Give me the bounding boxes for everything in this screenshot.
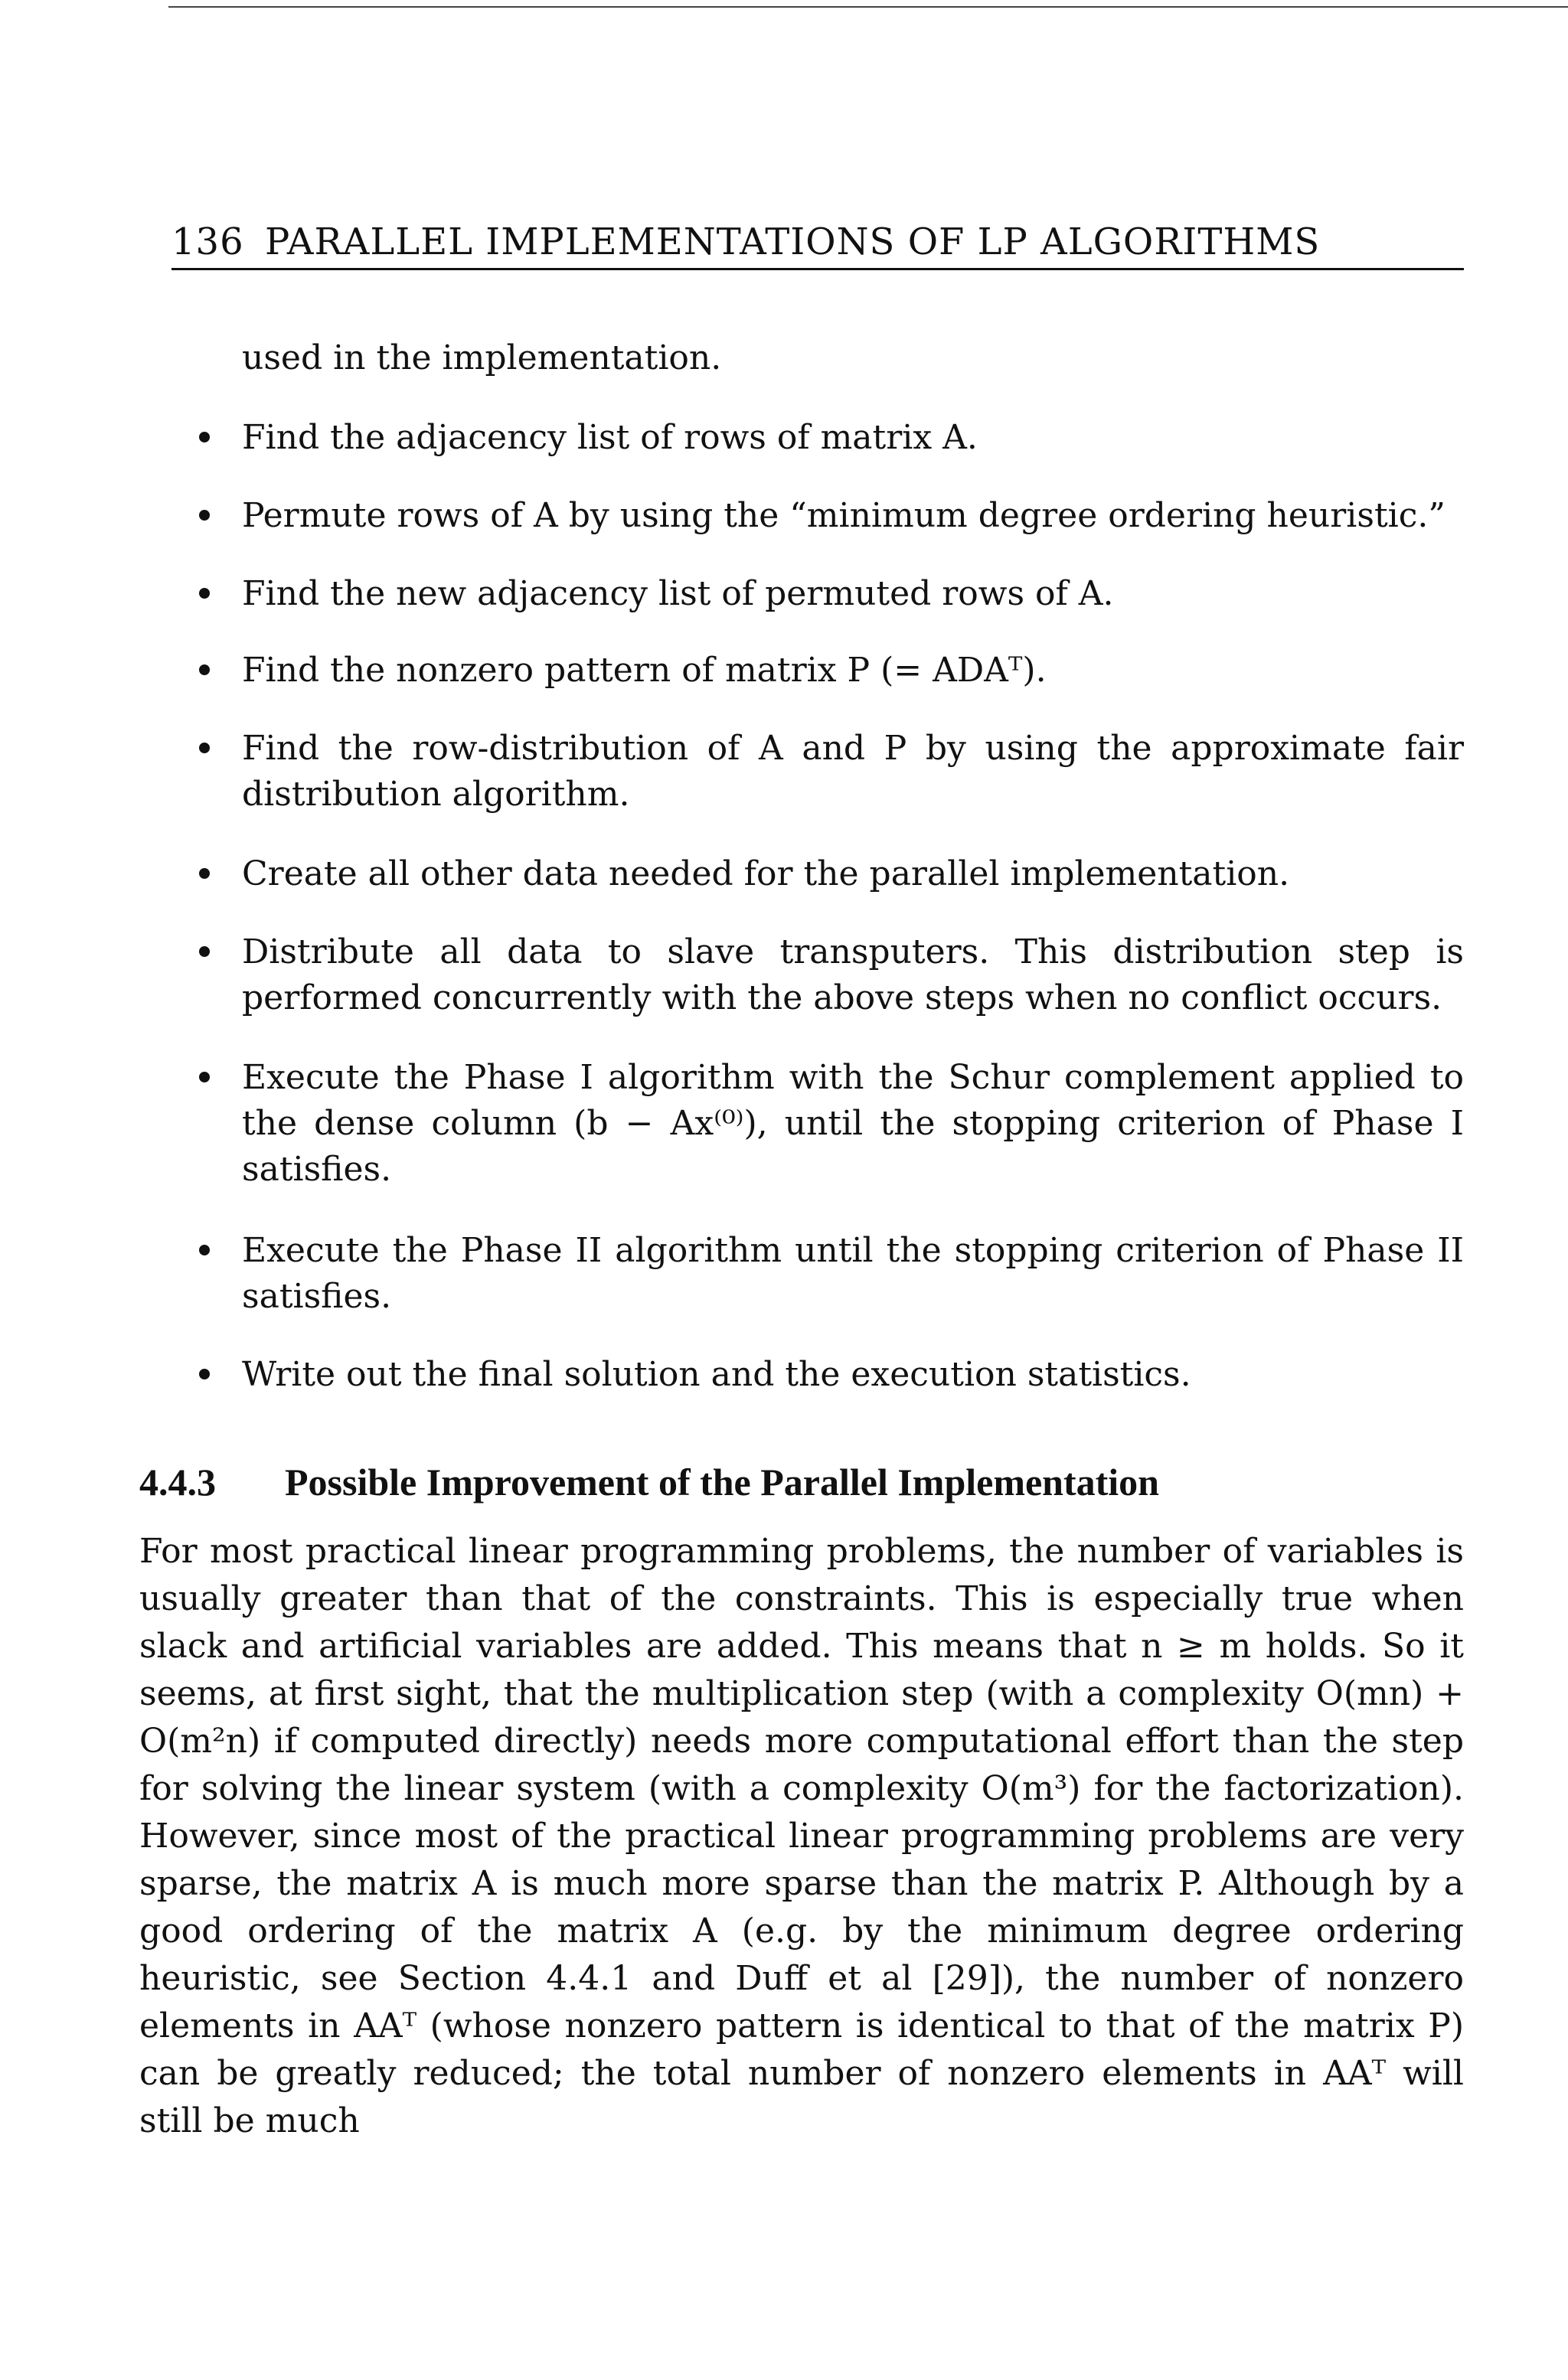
bullet-item bbox=[199, 1055, 1464, 1193]
bullet-text: Find the adjacency list of rows of matrix A. bbox=[242, 418, 978, 457]
bullet-dot-icon bbox=[199, 588, 210, 599]
section-heading bbox=[139, 1459, 1464, 1505]
bullet-text: Find the new adjacency list of permuted rows of A. bbox=[242, 574, 1114, 613]
bullet-text: Execute the Phase I algorithm with the Schur complement applied to the dense column (b − Ax⁽⁰⁾), until the stopping criterion of Phase I satisfies. bbox=[242, 1058, 1464, 1189]
bullet-text: Create all other data needed for the parallel implementation. bbox=[242, 854, 1290, 893]
bullet-item bbox=[199, 415, 1464, 461]
bullet-item bbox=[199, 493, 1464, 539]
bullet-dot-icon bbox=[199, 432, 210, 442]
bullet-item bbox=[199, 1228, 1464, 1320]
bullet-item bbox=[199, 851, 1464, 897]
bullet-item bbox=[199, 1352, 1464, 1398]
top-scan-rule bbox=[168, 6, 1568, 8]
page-number: 136 bbox=[172, 220, 244, 263]
bullet-text: Write out the final solution and the execution statistics. bbox=[242, 1355, 1191, 1394]
bullet-dot-icon bbox=[199, 664, 210, 675]
bullet-text: Find the row-distribution of A and P by using the approximate fair distribution algorithm. bbox=[242, 729, 1464, 814]
bullet-item bbox=[199, 571, 1464, 617]
lead-text: used in the implementation. bbox=[242, 338, 722, 377]
bullet-item bbox=[199, 929, 1464, 1021]
bullet-text: Find the nonzero pattern of matrix P (= ADAᵀ). bbox=[242, 651, 1047, 690]
bullet-dot-icon bbox=[199, 1369, 210, 1379]
running-title: PARALLEL IMPLEMENTATIONS OF LP ALGORITHMS bbox=[265, 220, 1321, 263]
bullet-text: Permute rows of A by using the “minimum degree ordering heuristic.” bbox=[242, 496, 1446, 535]
bullet-dot-icon bbox=[199, 946, 210, 957]
bullet-dot-icon bbox=[199, 510, 210, 521]
body-paragraph: For most practical linear programming problems, the number of variables is usually greater than that of the constraints. This is especially true when slack and artificial variables are added. This means that n ≥ m holds. So it seems, at first sight, that the multiplication step (with a complexity O(mn) + O(m²n) if computed directly) needs more computational effort than the step for solving the linear system (with a complexity O(m³) for the factorization). However, since most of the practical linear programming problems are very sparse, the matrix A is much more sparse than the matrix P. Although by a good ordering of the matrix A (e.g. by the minimum degree ordering heuristic, see Section 4.4.1 and Duff et al [29]), the number of nonzero elements in AAᵀ (whose nonzero pattern is identical to that of the matrix P) can be greatly reduced; the total number of nonzero elements in AAᵀ will still be much bbox=[139, 1532, 1464, 2140]
bullet-text: Execute the Phase II algorithm until the stopping criterion of Phase II satisfies. bbox=[242, 1231, 1464, 1316]
bullet-item bbox=[199, 648, 1464, 694]
bullet-dot-icon bbox=[199, 743, 210, 753]
bullet-item bbox=[199, 726, 1464, 818]
bullet-dot-icon bbox=[199, 868, 210, 879]
bullet-dot-icon bbox=[199, 1245, 210, 1255]
page-header bbox=[172, 207, 1464, 270]
bullet-dot-icon bbox=[199, 1072, 210, 1082]
bullet-text: Distribute all data to slave transputers. This distribution step is performed concurrently with the above steps when no conflict occurs. bbox=[242, 932, 1464, 1017]
section-title: Possible Improvement of the Parallel Implementation bbox=[285, 1461, 1159, 1503]
section-number: 4.4.3 bbox=[139, 1461, 216, 1503]
